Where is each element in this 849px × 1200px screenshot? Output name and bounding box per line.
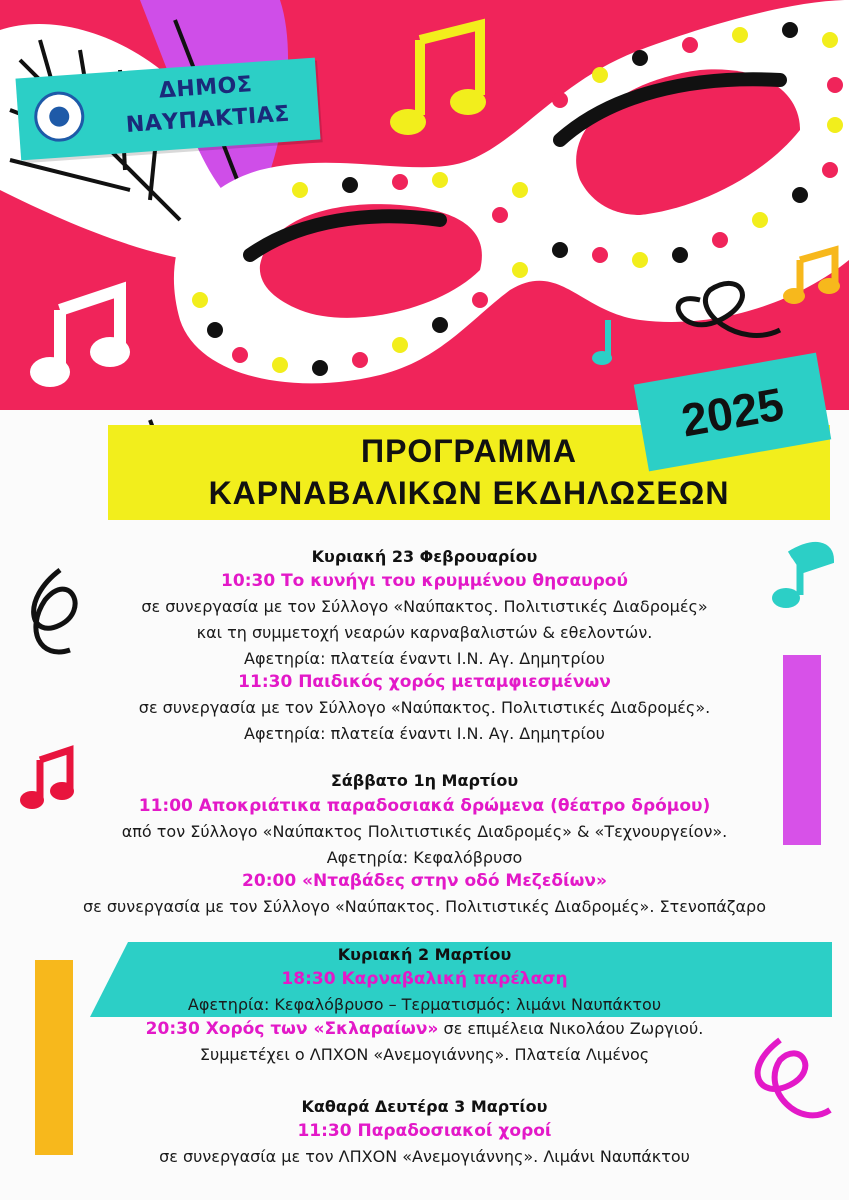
event-line-mixed <box>0 1018 849 1040</box>
event-detail: Αφετηρία: Κεφαλόβρυσο <box>326 848 523 867</box>
event-title: 11:30 Παιδικός χορός μεταμφιεσμένων <box>238 672 611 692</box>
event-detail: Αφετηρία: πλατεία έναντι Ι.Ν. Αγ. Δημητρίου <box>244 724 605 743</box>
municipality-name-line1: ΔΗΜΟΣ <box>158 72 254 104</box>
event-detail: σε συνεργασία με τον ΛΠΧΟΝ «Ανεμογιάννης». Λιμάνι Ναυπάκτου <box>159 1147 690 1166</box>
event-title: 11:00 Αποκριάτικα παραδοσιακά δρώμενα (θέατρο δρόμου) <box>138 796 711 816</box>
event-detail: σε επιμέλεια Νικολάου Ζωργιού. <box>438 1019 704 1038</box>
day-date: Κυριακή 23 Φεβρουαρίου <box>311 547 538 566</box>
event-detail: Αφετηρία: πλατεία έναντι Ι.Ν. Αγ. Δημητρίου <box>244 649 605 668</box>
event-detail: και τη συμμετοχή νεαρών καρναβαλιστών & εθελοντών. <box>196 623 653 642</box>
event-detail: σε συνεργασία με τον Σύλλογο «Ναύπακτος. Πολιτιστικές Διαδρομές». <box>138 698 711 717</box>
event-detail: από τον Σύλλογο «Ναύπακτος Πολιτιστικές Διαδρομές» & «Τεχνουργείον». <box>121 822 728 841</box>
day-date: Κυριακή 2 Μαρτίου <box>337 945 512 964</box>
event-title: 18:30 Καρναβαλική παρέλαση <box>281 969 568 989</box>
event-title: 20:30 Χορός των «Σκλαραίων» <box>145 1019 439 1039</box>
event-detail: Αφετηρία: Κεφαλόβρυσο – Τερματισμός: λιμάνι Ναυπάκτου <box>187 995 662 1014</box>
day-date: Σάββατο 1η Μαρτίου <box>330 771 519 790</box>
event-title: 10:30 Το κυνήγι του κρυμμένου θησαυρού <box>221 571 628 591</box>
event-title: 11:30 Παραδοσιακοί χοροί <box>297 1121 552 1141</box>
event-title: 20:00 «Νταβάδες στην οδό Μεζεδίων» <box>242 871 607 891</box>
title-line1: ΠΡΟΓΡΑΜΜΑ <box>360 433 578 469</box>
event-detail: Συμμετέχει ο ΛΠΧΟΝ «Ανεμογιάννης». Πλατεία Λιμένος <box>199 1045 650 1064</box>
event-detail: σε συνεργασία με τον Σύλλογο «Ναύπακτος. Πολιτιστικές Διαδρομές» <box>141 597 708 616</box>
day-date: Καθαρά Δευτέρα 3 Μαρτίου <box>301 1097 548 1116</box>
municipality-name-line2: ΝΑΥΠΑΚΤΙΑΣ <box>125 101 291 138</box>
title-line2: ΚΑΡΝΑΒΑΛΙΚΩΝ ΕΚΔΗΛΩΣΕΩΝ <box>208 475 730 511</box>
event-detail: σε συνεργασία με τον Σύλλογο «Ναύπακτος. Πολιτιστικές Διαδρομές». Στενοπάζαρο <box>83 897 766 916</box>
year-label: 2025 <box>677 377 788 447</box>
